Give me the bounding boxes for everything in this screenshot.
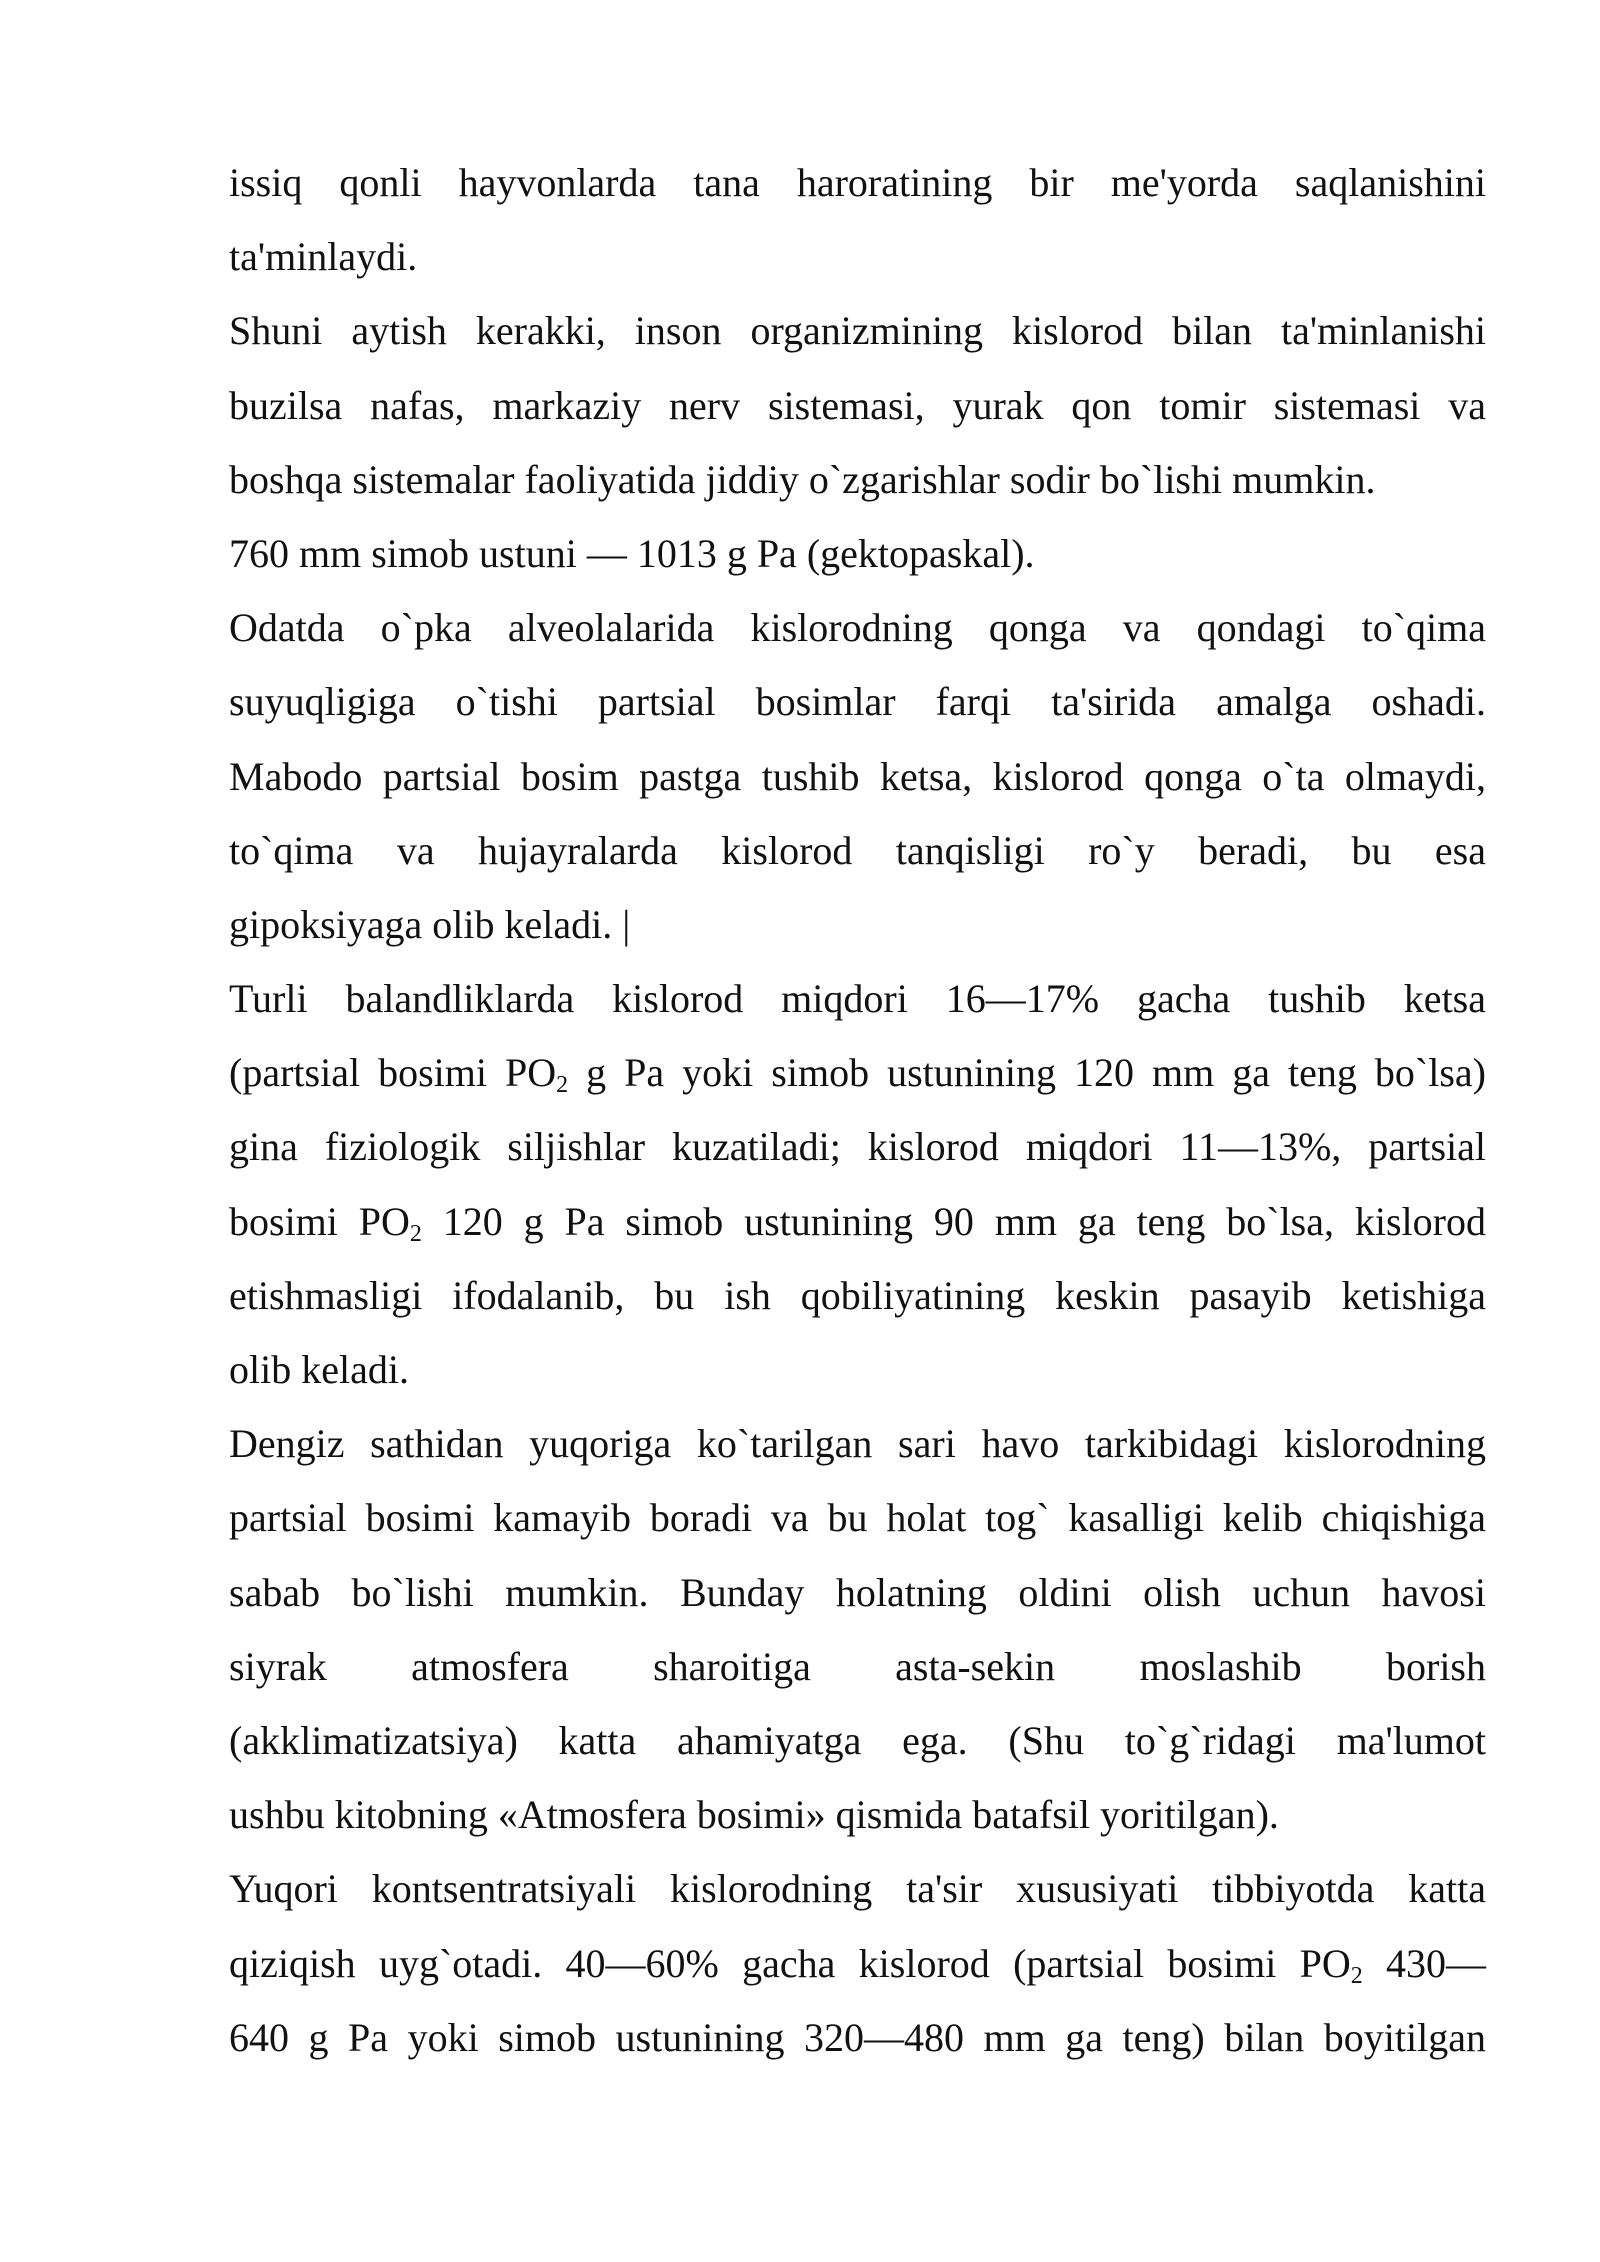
text-line: boshqa sistemalar faoliyatida jiddiy o`zgarishlar sodir bo`lishi mumkin. (229, 456, 1376, 502)
text-line: Shuni aytish kerakki, inson organizmining kislorod bilan ta'minlanishi (229, 308, 1486, 354)
text-line (229, 1185, 1486, 1259)
text-line: ta'minlaydi. (229, 234, 418, 280)
text-line (229, 1927, 1486, 2001)
text-run: 430— (1362, 1940, 1486, 1986)
text-run: bosimi PO (229, 1198, 410, 1244)
paragraph-p1 (229, 146, 1486, 294)
text-line: Odatda o`pka alveolalarida kislorodning qonga va qondagi to`qima (229, 605, 1486, 651)
paragraph-p7 (229, 1852, 1486, 2075)
text-line: suyuqligiga o`tishi partsial bosimlar farqi ta'sirida amalga oshadi. (229, 679, 1486, 725)
text-run: 120 g Pa simob ustunining 90 mm ga teng bo`lsa, kislorod (421, 1198, 1486, 1244)
text-line: to`qima va hujayralarda kislorod tanqisligi ro`y beradi, bu esa (229, 827, 1486, 873)
text-line: etishmasligi ifodalanib, bu ish qobiliyatining keskin pasayib ketishiga (229, 1272, 1486, 1318)
subscript: 2 (1350, 1962, 1363, 1989)
text-line: gina fiziologik siljishlar kuzatiladi; kislorod miqdori 11—13%, partsial (229, 1124, 1486, 1170)
text-line: Yuqori kontsentratsiyali kislorodning ta'sir xususiyati tibbiyotda katta (229, 1866, 1486, 1912)
text-line: buzilsa nafas, markaziy nerv sistemasi, yurak qon tomir sistemasi va (229, 382, 1486, 428)
text-line: (akklimatizatsiya) katta ahamiyatga ega. (Shu to`g`ridagi ma'lumot (229, 1717, 1486, 1763)
text-line (229, 1036, 1486, 1110)
subscript: 2 (556, 1072, 569, 1099)
text-line: Dengiz sathidan yuqoriga ko`tarilgan sari havo tarkibidagi kislorodning (229, 1421, 1486, 1467)
text-run: (partsial bosimi PO (229, 1050, 557, 1096)
text-line: Mabodo partsial bosim pastga tushib ketsa, kislorod qonga o`ta olmaydi, (229, 753, 1486, 799)
paragraph-p3 (229, 517, 1486, 591)
paragraph-p2 (229, 294, 1486, 517)
text-line: 640 g Pa yoki simob ustunining 320—480 mm ga teng) bilan boyitilgan (229, 2014, 1486, 2060)
text-line: siyrak atmosfera sharoitiga asta-sekin moslashib borish (229, 1643, 1486, 1689)
text-line: Turli balandliklarda kislorod miqdori 16—17% gacha tushib ketsa (229, 976, 1486, 1022)
text-line: issiq qonli hayvonlarda tana haroratining bir me'yorda saqlanishini (229, 160, 1486, 205)
text-line: partsial bosimi kamayib boradi va bu holat tog` kasalligi kelib chiqishiga (229, 1495, 1486, 1541)
text-line: olib keladi. (229, 1347, 409, 1392)
subscript: 2 (409, 1220, 422, 1247)
text-line: sabab bo`lishi mumkin. Bunday holatning oldini olish uchun havosi (229, 1569, 1486, 1615)
paragraph-p6 (229, 1407, 1486, 1852)
text-line: gipoksiyaga olib keladi. | (229, 901, 631, 947)
paragraph-p4 (229, 591, 1486, 962)
text-line: 760 mm simob ustuni — 1013 g Pa (gektopaskal). (229, 530, 1035, 576)
text-line: ushbu kitobning «Atmosfera bosimi» qismida batafsil yoritilgan). (229, 1792, 1279, 1838)
body-text (229, 146, 1486, 2075)
text-run: qiziqish uyg`otadi. 40—60% gacha kislorod (partsial bosimi PO (229, 1940, 1351, 1986)
text-run: g Pa yoki simob ustunining 120 mm ga teng bo`lsa) (568, 1050, 1487, 1096)
paragraph-p5 (229, 962, 1486, 1407)
